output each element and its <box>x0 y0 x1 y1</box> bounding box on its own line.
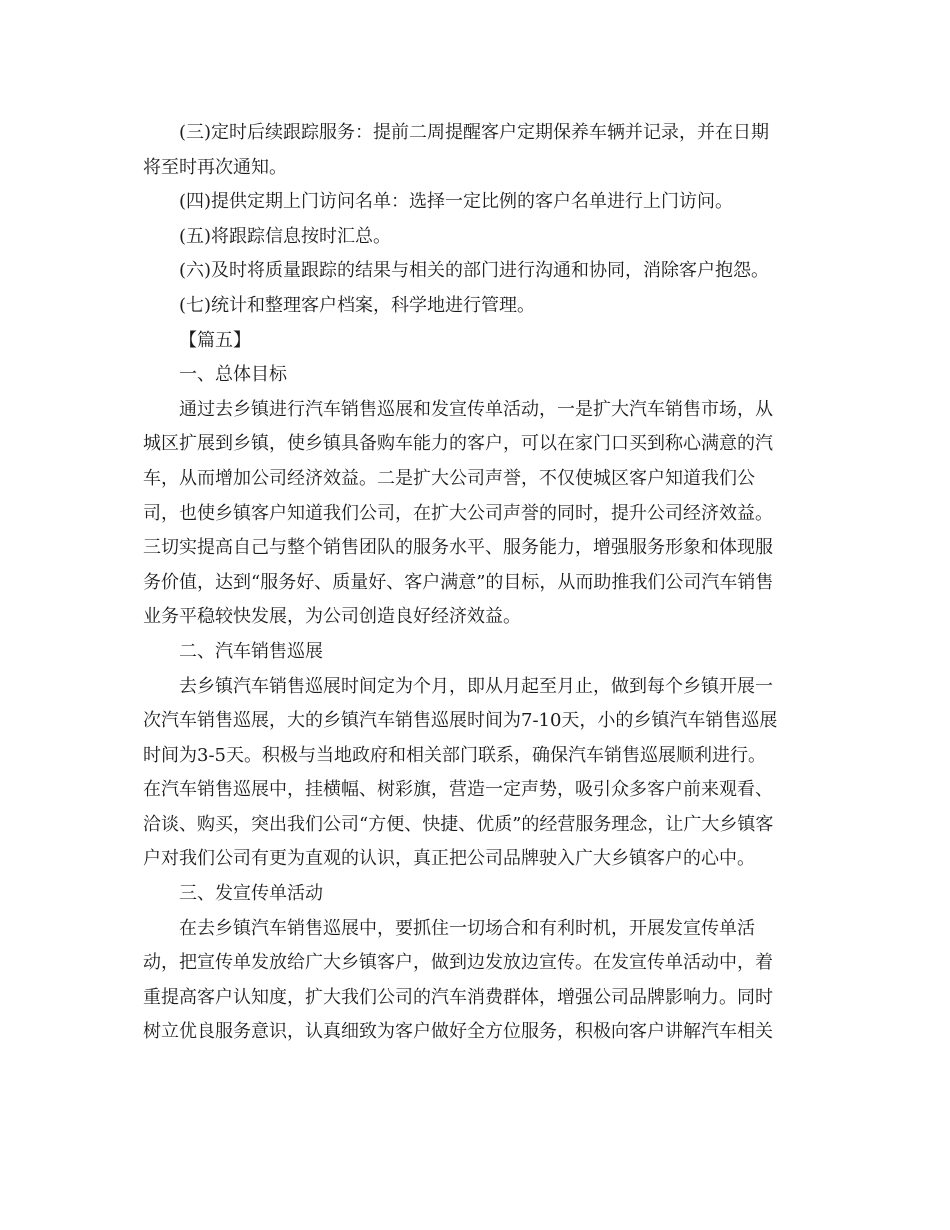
paragraph-line: 树立优良服务意识，认真细致为客户做好全方位服务，积极向客户讲解汽车相关 <box>143 1021 773 1043</box>
paragraph-line: 三切实提高自己与整个销售团队的服务水平、服务能力，增强服务形象和体现服 <box>143 537 773 559</box>
paragraph-line: (三)定时后续跟踪服务：提前二周提醒客户定期保养车辆并记录，并在日期 <box>179 122 770 143</box>
paragraph-line: 去乡镇汽车销售巡展时间定为个月，即从月起至月止，做到每个乡镇开展一 <box>179 675 773 697</box>
paragraph-line: (四)提供定期上门访问名单：选择一定比例的客户名单进行上门访问。 <box>179 191 734 213</box>
paragraph-line: 次汽车销售巡展，大的乡镇汽车销售巡展时间为7-10天，小的乡镇汽车销售巡展 <box>143 710 778 732</box>
paragraph-line: 时间为3-5天。积极与当地政府和相关部门联系，确保汽车销售巡展顺利进行。 <box>143 744 766 766</box>
paragraph-line: 在去乡镇汽车销售巡展中，要抓住一切场合和有利时机，开展发宣传单活 <box>179 917 755 939</box>
paragraph-line: 车，从而增加公司经济效益。二是扩大公司声誉，不仅使城区客户知道我们公 <box>143 467 755 489</box>
paragraph-line: (六)及时将质量跟踪的结果与相关的部门进行沟通和协同，消除客户抱怨。 <box>179 260 770 282</box>
paragraph-line: 动，把宣传单发放给广大乡镇客户，做到边发放边宣传。在发宣传单活动中，着 <box>143 952 773 974</box>
paragraph-line: 洽谈、购买，突出我们公司“方便、快捷、优质”的经营服务理念，让广大乡镇客 <box>143 813 774 835</box>
paragraph-line: (七)统计和整理客户档案，科学地进行管理。 <box>179 294 536 316</box>
paragraph-line: 务价值，达到“服务好、质量好、客户满意”的目标，从而助推我们公司汽车销售 <box>143 571 774 593</box>
paragraph-line: (五)将跟踪信息按时汇总。 <box>179 225 392 247</box>
paragraph-line: 业务平稳较快发展，为公司创造良好经济效益。 <box>143 606 521 628</box>
section-heading: 一、总体目标 <box>179 364 287 386</box>
paragraph-line: 在汽车销售巡展中，挂横幅、树彩旗，营造一定声势，吸引众多客户前来观看、 <box>143 779 773 801</box>
section-heading: 三、发宣传单活动 <box>179 883 323 905</box>
paragraph-line: 将至时再次通知。 <box>143 156 287 178</box>
paragraph-line: 户对我们公司有更为直观的认识，真正把公司品牌驶入广大乡镇客户的心中。 <box>143 848 755 870</box>
paragraph-line: 城区扩展到乡镇，使乡镇具备购车能力的客户，可以在家门口买到称心满意的汽 <box>143 433 773 455</box>
paragraph-line: 重提高客户认知度，扩大我们公司的汽车消费群体，增强公司品牌影响力。同时 <box>143 986 773 1008</box>
paragraph-line: 通过去乡镇进行汽车销售巡展和发宣传单活动，一是扩大汽车销售市场，从 <box>179 398 773 420</box>
paragraph-line: 司，也使乡镇客户知道我们公司，在扩大公司声誉的同时，提升公司经济效益。 <box>143 502 773 524</box>
document-body <box>143 116 803 1050</box>
chapter-heading: 【篇五】 <box>179 329 251 351</box>
section-heading: 二、汽车销售巡展 <box>179 640 323 662</box>
